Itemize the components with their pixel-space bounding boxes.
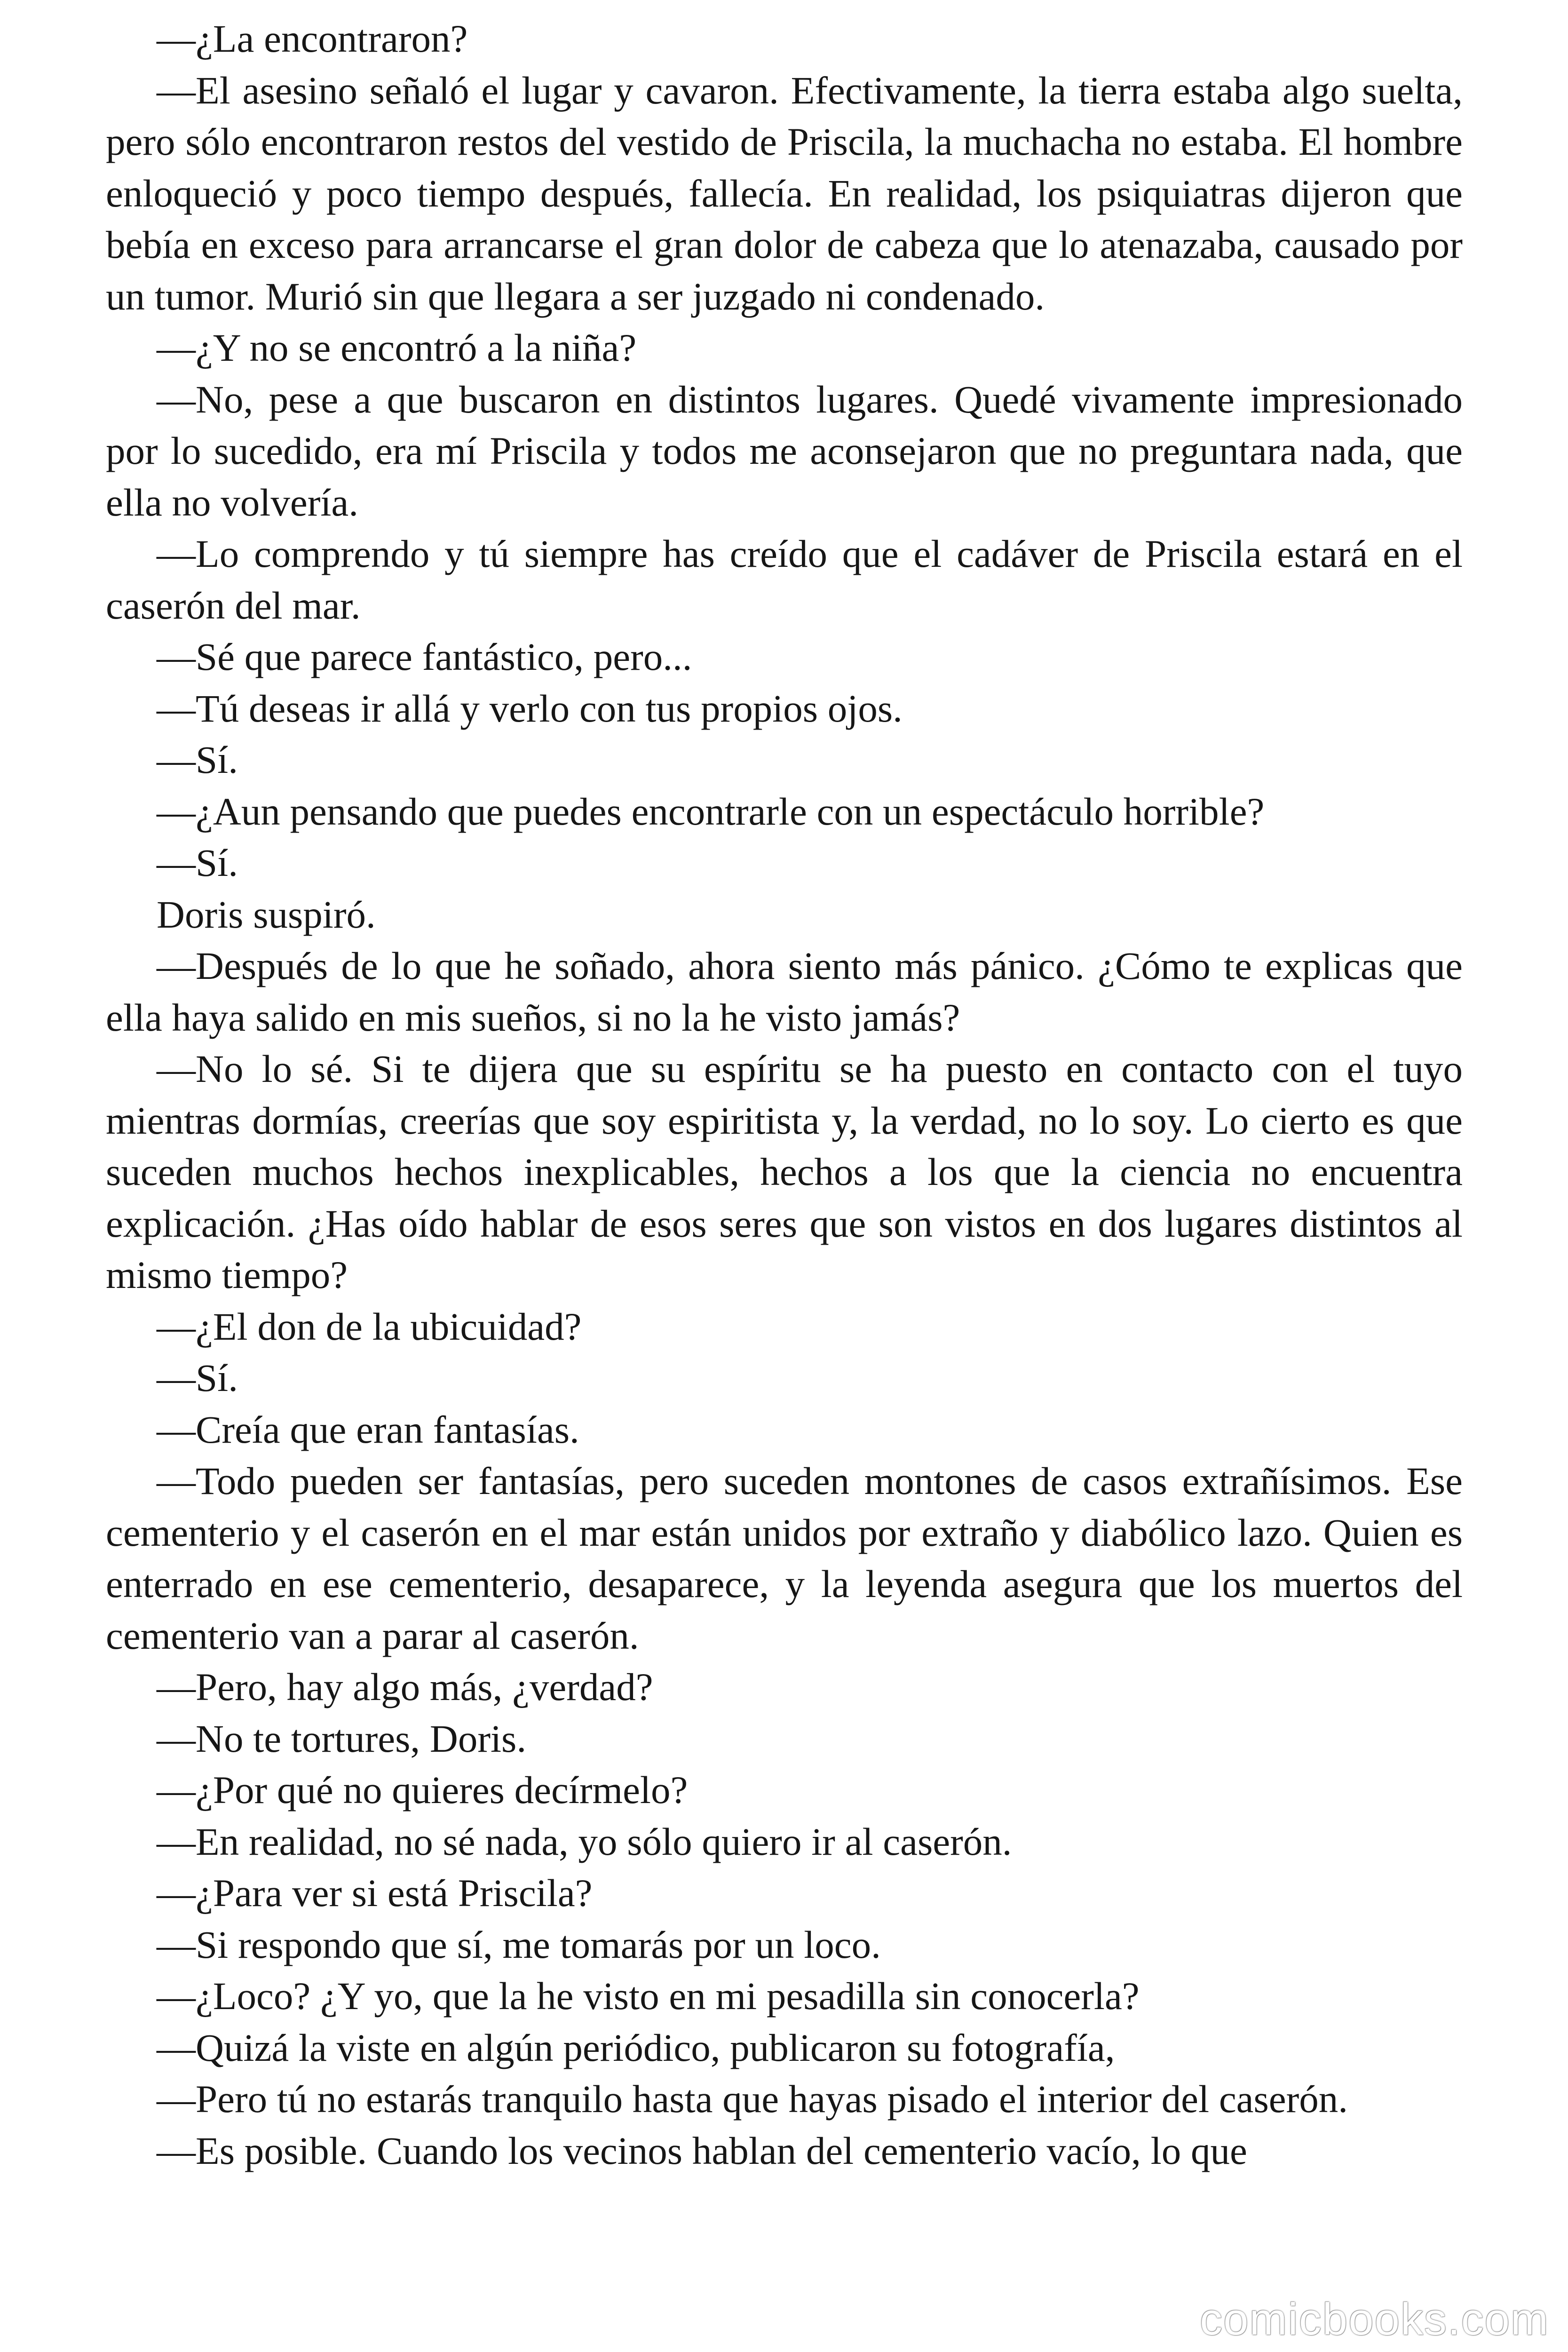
paragraph: Doris suspiró. bbox=[157, 892, 376, 936]
paragraph: —Pero tú no estarás tranquilo hasta que hayas pisado el interior del caserón. bbox=[157, 2077, 1348, 2121]
paragraph: —No lo sé. Si te dijera que su espíritu se ha puesto en contacto con el tuyo mientras dormías, creerías que soy espiritista y, la verdad, no lo soy. Lo cierto es que suceden muchos hechos inexplicables, hechos a los que la ciencia no encuentra explicación. ¿Has oído hablar de esos seres que son vistos en dos lugares distintos al mismo tiempo? bbox=[106, 1047, 1463, 1296]
paragraph: —Todo pueden ser fantasías, pero suceden montones de casos extrañísimos. Ese cementerio y el caserón en el mar están unidos por extraño y diabólico lazo. Quien es enterrado en ese cementerio, desaparece, y la leyenda asegura que los muertos del cementerio van a parar al caserón. bbox=[106, 1459, 1463, 1657]
paragraph: —¿La encontraron? bbox=[157, 17, 468, 60]
paragraph: —Lo comprendo y tú siempre has creído que el cadáver de Priscila estará en el caserón del mar. bbox=[106, 532, 1463, 627]
paragraph: —Es posible. Cuando los vecinos hablan del cementerio vacío, lo que bbox=[157, 2129, 1247, 2172]
paragraph: —¿Por qué no quieres decírmelo? bbox=[157, 1768, 688, 1812]
paragraph: —¿Para ver si está Priscila? bbox=[157, 1871, 593, 1915]
paragraph: —Sí. bbox=[157, 1356, 238, 1399]
page-text bbox=[106, 13, 1463, 2177]
paragraph: —Sí. bbox=[157, 841, 238, 884]
paragraph: —Sé que parece fantástico, pero... bbox=[157, 635, 692, 678]
paragraph: —Quizá la viste en algún periódico, publicaron su fotografía, bbox=[157, 2026, 1115, 2069]
paragraph: —Creía que eran fantasías. bbox=[157, 1407, 579, 1451]
paragraph: —¿Y no se encontró a la niña? bbox=[157, 326, 637, 369]
paragraph: —¿Loco? ¿Y yo, que la he visto en mi pesadilla sin conocerla? bbox=[157, 1974, 1140, 2018]
paragraph: —Sí. bbox=[157, 738, 238, 781]
paragraph: —Después de lo que he soñado, ahora siento más pánico. ¿Cómo te explicas que ella haya salido en mis sueños, si no la he visto jamás? bbox=[106, 944, 1463, 1039]
paragraph: —Si respondo que sí, me tomarás por un loco. bbox=[157, 1923, 881, 1966]
paragraph: —No te tortures, Doris. bbox=[157, 1716, 527, 1760]
paragraph: —En realidad, no sé nada, yo sólo quiero ir al caserón. bbox=[157, 1820, 1012, 1863]
paragraph: —No, pese a que buscaron en distintos lugares. Quedé vivamente impresionado por lo sucedido, era mí Priscila y todos me aconsejaron que no preguntara nada, que ella no volvería. bbox=[106, 377, 1463, 524]
paragraph: —¿El don de la ubicuidad? bbox=[157, 1304, 582, 1348]
watermark: comicbooks.com bbox=[1200, 2294, 1549, 2344]
paragraph: —El asesino señaló el lugar y cavaron. Efectivamente, la tierra estaba algo suelta, pero sólo encontraron restos del vestido de Priscila, la muchacha no estaba. El hombre enloqueció y poco tiempo después, fallecía. En realidad, los psiquiatras dijeron que bebía en exceso para arrancarse el gran dolor de cabeza que lo atenazaba, causado por un tumor. Murió sin que llegara a ser juzgado ni condenado. bbox=[106, 68, 1463, 318]
paragraph: —Pero, hay algo más, ¿verdad? bbox=[157, 1665, 653, 1708]
paragraph: —¿Aun pensando que puedes encontrarle con un espectáculo horrible? bbox=[157, 789, 1265, 833]
paragraph: —Tú deseas ir allá y verlo con tus propios ojos. bbox=[157, 686, 903, 730]
